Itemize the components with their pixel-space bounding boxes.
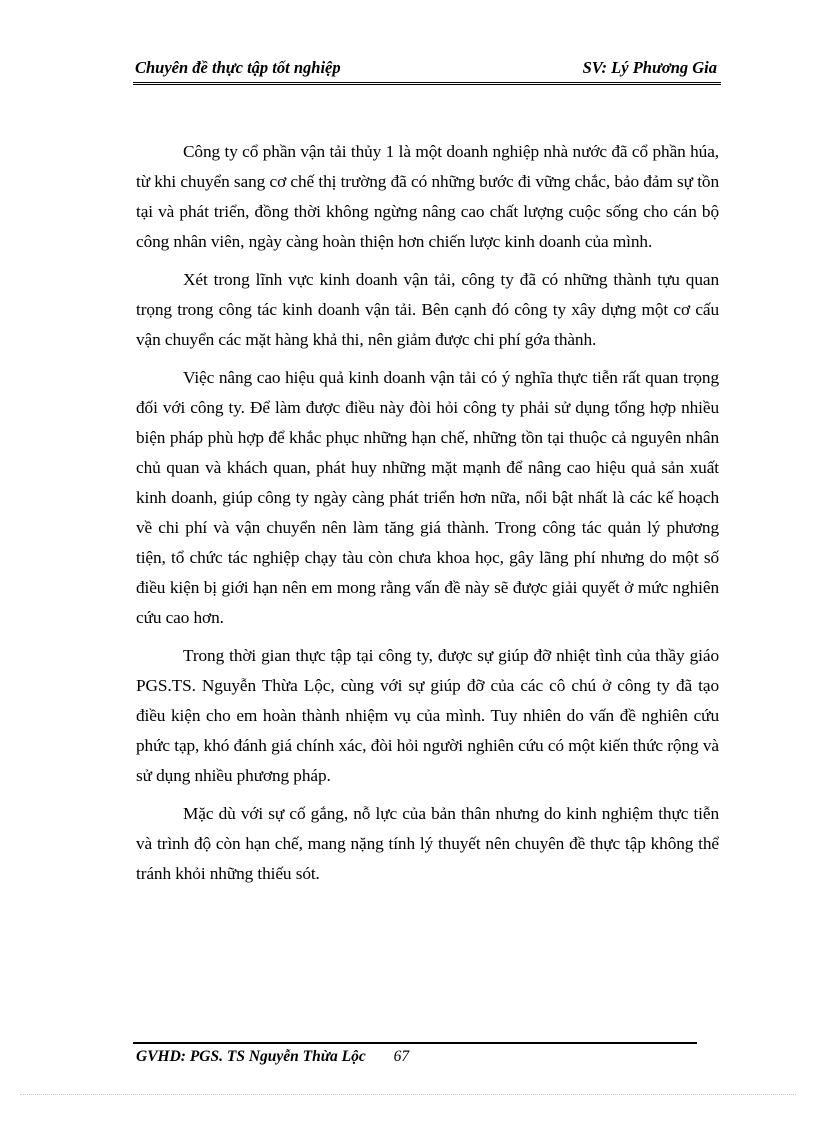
footer-divider <box>133 1042 697 1044</box>
header-document-title: Chuyên đề thực tập tốt nghiệp <box>135 58 341 77</box>
document-body <box>136 137 719 897</box>
page-footer <box>136 1048 409 1066</box>
page-header <box>133 56 721 85</box>
paragraph-1: Công ty cổ phần vận tải thủy 1 là một doanh nghiệp nhà nước đã cổ phần húa, từ khi chuyển sang cơ chế thị trường đã có những bước đi vững chắc, bảo đảm sự tồn tại và phát triển, đồng thời không ngừng nâng cao chất lượng cuộc sống cho cán bộ công nhân viên, ngày càng hoàn thiện hơn chiến lược kinh doanh của mình. <box>136 142 719 251</box>
page-number: 67 <box>393 1048 410 1065</box>
header-student-name: SV: Lý Phương Gia <box>582 58 717 77</box>
paragraph-3: Việc nâng cao hiệu quả kinh doanh vận tải có ý nghĩa thực tiễn rất quan trọng đối với công ty. Để làm được điều này đòi hỏi công ty phải sử dụng tổng hợp nhiều biện pháp phù hợp để khắc phục những hạn chế, những tồn tại thuộc cả nguyên nhân chủ quan và khách quan, phát huy những mặt mạnh để nâng cao hiệu quả sản xuất kinh doanh, giúp công ty ngày càng phát triển hơn nữa, nổi bật nhất là các kế hoạch về chi phí và vận chuyển nên làm tăng giá thành. Trong công tác quản lý phương tiện, tổ chức tác nghiệp chạy tàu còn chưa khoa học, gây lãng phí nhưng do một số điều kiện bị giới hạn nên em mong rằng vấn đề này sẽ được giải quyết ở mức nghiên cứu cao hơn. <box>136 368 719 627</box>
footer-supervisor: GVHD: PGS. TS Nguyễn Thừa Lộc <box>136 1048 366 1065</box>
page-bottom-border <box>20 1094 796 1095</box>
paragraph-4: Trong thời gian thực tập tại công ty, được sự giúp đỡ nhiệt tình của thầy giáo PGS.TS. Nguyễn Thừa Lộc, cùng với sự giúp đỡ của các cô chú ở công ty đã tạo điều kiện cho em hoàn thành nhiệm vụ của mình. Tuy nhiên do vấn đề nghiên cứu phức tạp, khó đánh giá chính xác, đòi hỏi người nghiên cứu có một kiến thức rộng và sử dụng nhiều phương pháp. <box>136 646 719 785</box>
paragraph-2: Xét trong lĩnh vực kinh doanh vận tải, công ty đã có những thành tựu quan trọng trong công tác kinh doanh vận tải. Bên cạnh đó công ty xây dựng một cơ cấu vận chuyển các mặt hàng khả thi, nên giảm được chi phí gớa thành. <box>136 270 719 349</box>
paragraph-5: Mặc dù với sự cố gắng, nỗ lực của bản thân nhưng do kinh nghiệm thực tiễn và trình độ còn hạn chế, mang nặng tính lý thuyết nên chuyên đề thực tập không thể tránh khỏi những thiếu sót. <box>136 804 719 883</box>
